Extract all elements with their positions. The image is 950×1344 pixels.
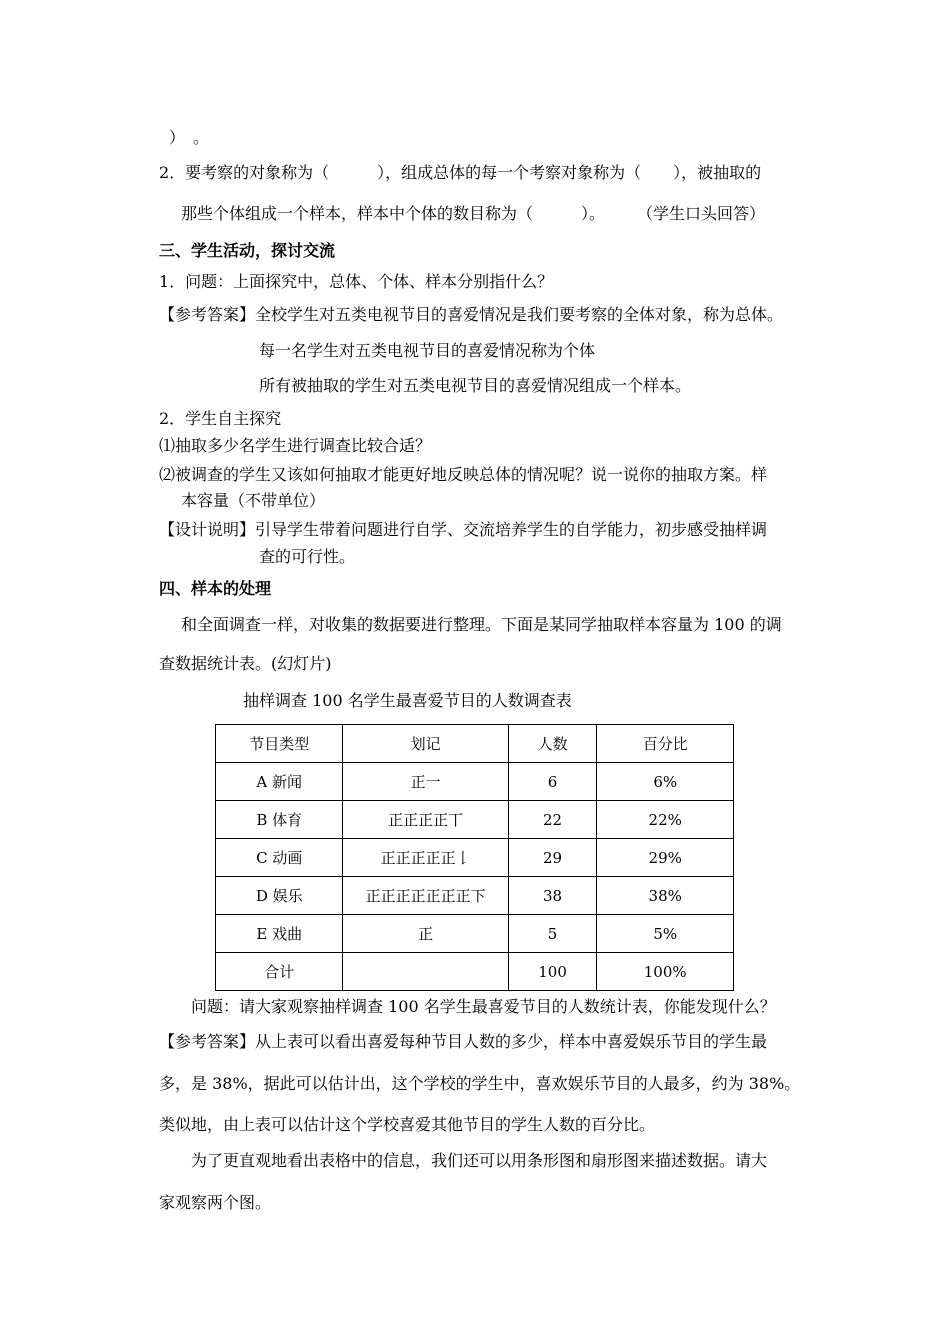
header-cell: 划记: [343, 725, 508, 763]
percent-cell: 100%: [597, 953, 734, 991]
tally-cell: 正正正正正𠄌: [343, 839, 508, 877]
percent-cell: 22%: [597, 801, 734, 839]
program-type-cell: C 动画: [216, 839, 343, 877]
count-cell: 22: [508, 801, 597, 839]
section-3-title: 三、学生活动，探讨交流: [159, 241, 336, 260]
question-2-line-1: 2．要考察的对象称为（ ），组成总体的每一个考察对象称为（ ），被抽取的: [159, 163, 762, 182]
section-3-answer-line-3: 所有被抽取的学生对五类电视节目的喜爱情况组成一个样本。: [259, 376, 692, 395]
after-table-question: 问题：请大家观察抽样调查 100 名学生最喜爱节目的人数统计表，你能发现什么？: [191, 997, 776, 1016]
percent-cell: 6%: [597, 763, 734, 801]
section-3-answer-line-2: 每一名学生对五类电视节目的喜爱情况称为个体: [259, 341, 596, 360]
header-cell: 百分比: [597, 725, 734, 763]
tally-cell: 正正正正丅: [343, 801, 508, 839]
section-3-question-1: 1．问题：上面探究中，总体、个体、样本分别指什么？: [159, 272, 554, 291]
section-3-question-2a: ⑴抽取多少名学生进行调查比较合适？: [159, 436, 432, 455]
survey-table: [215, 724, 734, 991]
program-type-cell: D 娱乐: [216, 877, 343, 915]
section-4-paragraph-line-2: 查数据统计表。(幻灯片): [159, 654, 332, 673]
after-answer-line-1: 【参考答案】从上表可以看出喜爱每种节目人数的多少，样本中喜爱娱乐节目的学生最: [159, 1032, 768, 1051]
top-fragment: ） 。: [169, 128, 210, 147]
section-3-answer-line-1: 【参考答案】全校学生对五类电视节目的喜爱情况是我们要考察的全体对象，称为总体。: [159, 305, 784, 324]
program-type-cell: E 戏曲: [216, 915, 343, 953]
design-note-line-1: 【设计说明】引导学生带着问题进行自学、交流培养学生的自学能力，初步感受抽样调: [159, 520, 768, 539]
section-3-question-2b-line-2: 本容量（不带单位）: [181, 491, 326, 510]
header-cell: 人数: [508, 725, 597, 763]
tally-cell: 正: [343, 915, 508, 953]
table-header-row: [216, 725, 734, 763]
total-label-cell: 合计: [216, 953, 343, 991]
tally-cell: 正一: [343, 763, 508, 801]
question-2-line-2: 那些个体组成一个样本，样本中个体的数目称为（ ）。 （学生口头回答）: [181, 204, 766, 223]
table-row: [216, 839, 734, 877]
after-answer-line-3: 类似地，由上表可以估计这个学校喜爱其他节目的学生人数的百分比。: [159, 1115, 656, 1134]
table-total-row: [216, 953, 734, 991]
final-paragraph-line-2: 家观察两个图。: [159, 1193, 272, 1212]
table-row: [216, 801, 734, 839]
program-type-cell: A 新闻: [216, 763, 343, 801]
after-answer-line-2: 多，是 38%，据此可以估计出，这个学校的学生中，喜欢娱乐节目的人最多，约为 38%。: [159, 1074, 801, 1093]
count-cell: 100: [508, 953, 597, 991]
table-title: 抽样调查 100 名学生最喜爱节目的人数调查表: [243, 691, 572, 710]
table-row: [216, 915, 734, 953]
section-4-paragraph-line-1: 和全面调查一样，对收集的数据要进行整理。下面是某同学抽取样本容量为 100 的调: [181, 615, 782, 634]
count-cell: 5: [508, 915, 597, 953]
percent-cell: 29%: [597, 839, 734, 877]
section-3-question-2b-line-1: ⑵被调查的学生又该如何抽取才能更好地反映总体的情况呢？说一说你的抽取方案。样: [159, 465, 768, 484]
table-row: [216, 877, 734, 915]
count-cell: 29: [508, 839, 597, 877]
design-note-line-2: 查的可行性。: [259, 547, 356, 566]
percent-cell: 5%: [597, 915, 734, 953]
program-type-cell: B 体育: [216, 801, 343, 839]
section-4-title: 四、样本的处理: [159, 579, 272, 598]
tally-cell: [343, 953, 508, 991]
final-paragraph-line-1: 为了更直观地看出表格中的信息，我们还可以用条形图和扇形图来描述数据。请大: [191, 1151, 768, 1170]
table-row: [216, 763, 734, 801]
percent-cell: 38%: [597, 877, 734, 915]
header-cell: 节目类型: [216, 725, 343, 763]
tally-cell: 正正正正正正正下: [343, 877, 508, 915]
section-3-question-2: 2．学生自主探究: [159, 409, 282, 428]
count-cell: 6: [508, 763, 597, 801]
count-cell: 38: [508, 877, 597, 915]
